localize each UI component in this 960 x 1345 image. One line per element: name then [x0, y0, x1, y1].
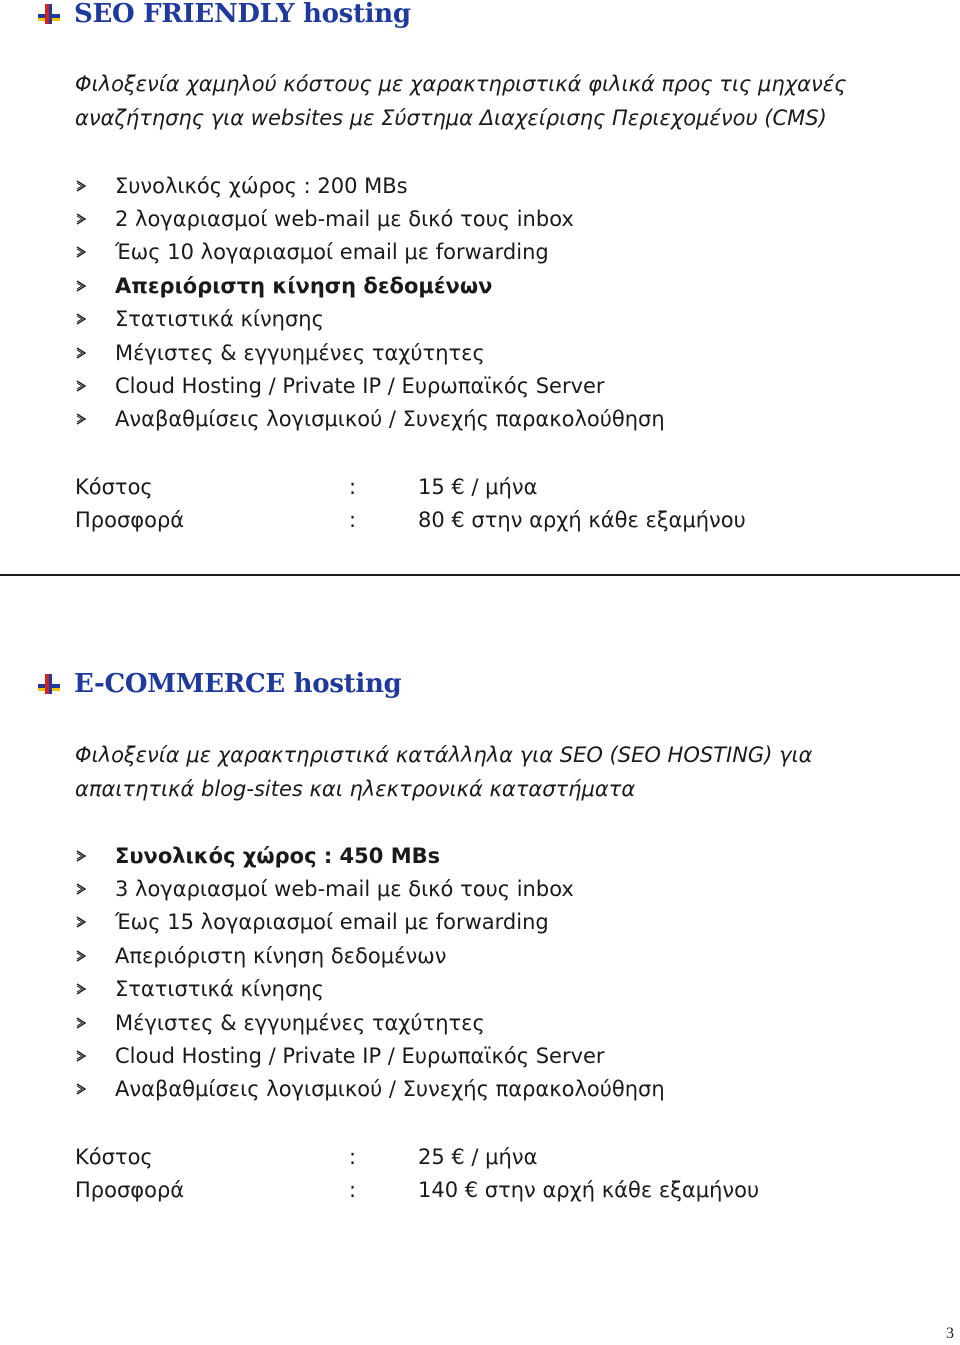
- offer-row: [75, 1173, 759, 1207]
- offer-label: Προσφορά: [75, 508, 185, 532]
- cost-value: 25 € / μήνα: [418, 1145, 538, 1169]
- feature-text: Έως 15 λογαριασμοί email με forwarding: [115, 910, 549, 935]
- offer-label: Προσφορά: [75, 1178, 185, 1202]
- cost-value: 15 € / μήνα: [418, 475, 538, 499]
- feature-text: Cloud Hosting / Private IP / Ευρωπαϊκός Server: [115, 374, 605, 399]
- feature-text: Συνολικός χώρος : 200 MBs: [115, 173, 408, 198]
- chevron-right-icon: [75, 1017, 115, 1029]
- list-item: [75, 839, 665, 872]
- feature-text: Έως 10 λογαριασμοί email με forwarding: [115, 240, 549, 265]
- cost-label: Κόστος: [75, 1145, 153, 1169]
- feature-text: Μέγιστες & εγγυημένες ταχύτητες: [115, 340, 485, 365]
- chevron-right-icon: [75, 246, 115, 258]
- offer-row: [75, 503, 746, 537]
- pushpin-icon: [36, 671, 62, 697]
- page-number: 3: [946, 1325, 954, 1342]
- list-item: [75, 303, 665, 336]
- chevron-right-icon: [75, 413, 115, 425]
- separator-colon: :: [349, 475, 357, 499]
- feature-text: Αναβαθμίσεις λογισμικού / Συνεχής παρακολούθηση: [115, 407, 665, 432]
- list-item: [75, 1006, 665, 1039]
- chevron-right-icon: [75, 180, 115, 192]
- cost-row: [75, 470, 537, 504]
- feature-text: Μέγιστες & εγγυημένες ταχύτητες: [115, 1010, 485, 1035]
- list-item: [75, 1039, 665, 1072]
- feature-text: Στατιστικά κίνησης: [115, 307, 324, 332]
- separator-colon: :: [349, 1145, 357, 1169]
- section-intro: [75, 67, 935, 135]
- list-item: [75, 169, 665, 202]
- separator-colon: :: [349, 508, 357, 532]
- chevron-right-icon: [75, 950, 115, 962]
- list-item: [75, 202, 665, 235]
- feature-text: Συνολικός χώρος : 450 MBs: [115, 843, 441, 868]
- feature-text: Αναβαθμίσεις λογισμικού / Συνεχής παρακολούθηση: [115, 1077, 665, 1102]
- chevron-right-icon: [75, 213, 115, 225]
- intro-line: αναζήτησης για websites με Σύστημα Διαχείρισης Περιεχομένου (CMS): [75, 106, 827, 130]
- feature-text: 3 λογαριασμοί web-mail με δικό τους inbox: [115, 877, 574, 902]
- cost-label: Κόστος: [75, 475, 153, 499]
- chevron-right-icon: [75, 280, 115, 292]
- chevron-right-icon: [75, 313, 115, 325]
- chevron-right-icon: [75, 983, 115, 995]
- offer-value: 80 € στην αρχή κάθε εξαμήνου: [418, 508, 746, 532]
- list-item: [75, 939, 665, 972]
- section-divider: [0, 574, 960, 576]
- feature-text: Απεριόριστη κίνηση δεδομένων: [115, 273, 493, 298]
- list-item: [75, 336, 665, 369]
- list-item: [75, 403, 665, 436]
- cost-row: [75, 1140, 537, 1174]
- feature-text: Cloud Hosting / Private IP / Ευρωπαϊκός Server: [115, 1044, 605, 1069]
- chevron-right-icon: [75, 916, 115, 928]
- intro-line: Φιλοξενία χαμηλού κόστους με χαρακτηριστικά φιλικά προς τις μηχανές: [75, 72, 847, 96]
- list-item: [75, 369, 665, 402]
- section-intro: [75, 738, 935, 806]
- chevron-right-icon: [75, 850, 115, 862]
- chevron-right-icon: [75, 1050, 115, 1062]
- feature-list-seo: [75, 169, 665, 436]
- feature-text: Απεριόριστη κίνηση δεδομένων: [115, 943, 447, 968]
- list-item: [75, 269, 665, 302]
- intro-line: απαιτητικά blog-sites και ηλεκτρονικά καταστήματα: [75, 777, 636, 801]
- pushpin-icon: [36, 1, 62, 27]
- list-item: [75, 973, 665, 1006]
- chevron-right-icon: [75, 1083, 115, 1095]
- feature-list-ecommerce: [75, 839, 665, 1106]
- feature-text: Στατιστικά κίνησης: [115, 977, 324, 1002]
- list-item: [75, 906, 665, 939]
- offer-value: 140 € στην αρχή κάθε εξαμήνου: [418, 1178, 760, 1202]
- chevron-right-icon: [75, 380, 115, 392]
- separator-colon: :: [349, 1178, 357, 1202]
- section-heading-seo: [36, 0, 411, 31]
- chevron-right-icon: [75, 883, 115, 895]
- chevron-right-icon: [75, 347, 115, 359]
- section-title: SEO FRIENDLY hosting: [74, 0, 411, 29]
- list-item: [75, 872, 665, 905]
- intro-line: Φιλοξενία με χαρακτηριστικά κατάλληλα για SEO (SEO HOSTING) για: [75, 743, 813, 767]
- section-title: E-COMMERCE hosting: [74, 669, 402, 699]
- section-heading-ecommerce: [36, 667, 401, 701]
- list-item: [75, 1073, 665, 1106]
- list-item: [75, 236, 665, 269]
- feature-text: 2 λογαριασμοί web-mail με δικό τους inbox: [115, 207, 574, 232]
